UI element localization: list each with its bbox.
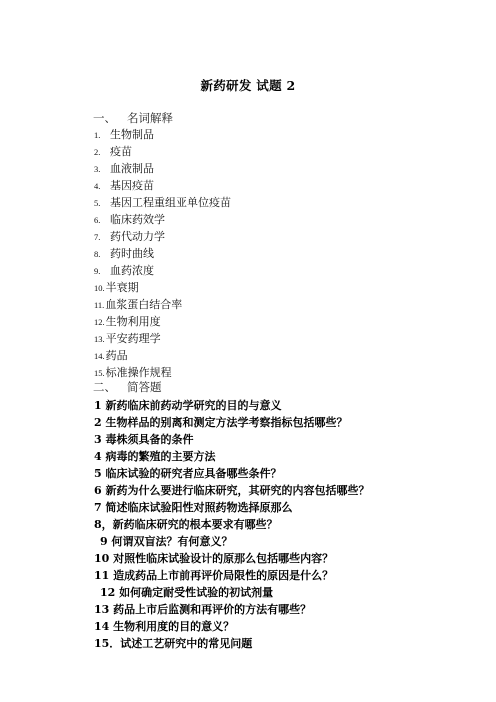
term-item: 9. 血药浓度 [94, 264, 154, 277]
section-heading-short-answer [93, 379, 162, 395]
question-item: 3 毒株须具备的条件 [94, 433, 194, 446]
section-title: 简答题 [127, 380, 162, 394]
term-item: 8. 药时曲线 [94, 247, 154, 260]
question-item: 13 药品上市后监测和再评价的方法有哪些？ [94, 603, 312, 616]
section-heading-definitions [93, 110, 173, 126]
section-number: 二、 [93, 380, 116, 394]
question-item: 11 造成药品上市前再评价局限性的原因是什么？ [94, 569, 334, 582]
term-item: 3. 血液制品 [94, 162, 154, 175]
term-item: 6. 临床药效学 [94, 213, 165, 226]
term-item: 15.标准操作规程 [94, 366, 172, 379]
section-title: 名词解释 [127, 111, 173, 125]
term-item: 1. 生物制品 [94, 128, 154, 141]
term-item: 7. 药代动力学 [94, 230, 165, 243]
term-item: 13.平安药理学 [94, 332, 161, 345]
question-item: 2 生物样品的别离和测定方法学考察指标包括哪些？ [94, 416, 348, 429]
question-item: 10 对照性临床试验设计的原那么包括哪些内容？ [94, 552, 334, 565]
question-item: 7 简述临床试验阳性对照药物选择原那么 [94, 501, 293, 514]
term-item: 12.生物利用度 [94, 315, 161, 328]
term-item: 10.半衰期 [94, 281, 139, 294]
question-item: 4 病毒的繁殖的主要方法 [94, 450, 216, 463]
question-item: 9 何谓双盲法？有何意义？ [100, 535, 233, 548]
question-item: 14 生物利用度的目的意义？ [94, 620, 235, 633]
question-item: 6 新药为什么要进行临床研究，其研究的内容包括哪些？ [94, 484, 370, 497]
question-item: 12 如何确定耐受性试验的初试剂量 [100, 586, 274, 599]
term-item: 5. 基因工程重组亚单位疫苗 [94, 196, 231, 209]
question-item: 15．试述工艺研究中的常见问题 [94, 637, 253, 650]
question-item: 5 临床试验的研究者应具备哪些条件？ [94, 467, 282, 480]
term-item: 14.药品 [94, 349, 128, 362]
term-item: 2. 疫苗 [94, 145, 132, 158]
question-item: 8，新药临床研究的根本要求有哪些？ [94, 518, 278, 531]
section-number: 一、 [93, 111, 116, 125]
question-item: 1 新药临床前药动学研究的目的与意义 [94, 399, 282, 412]
term-item: 4. 基因疫苗 [94, 179, 154, 192]
page-title: 新药研发 试题 2 [200, 78, 296, 93]
term-item: 11.血浆蛋白结合率 [94, 298, 183, 311]
